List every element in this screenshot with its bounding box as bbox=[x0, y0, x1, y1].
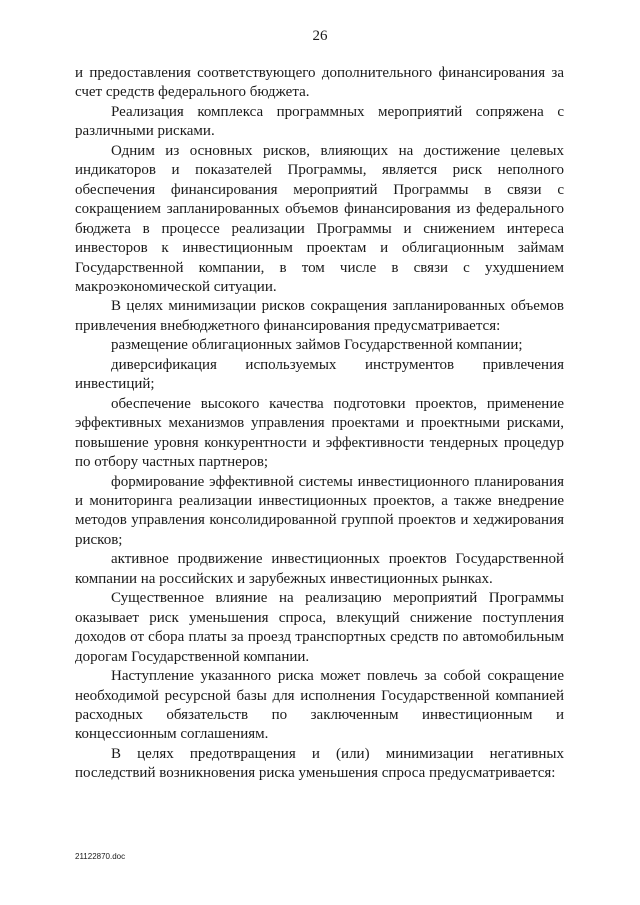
paragraph: и предоставления соответствующего дополнительного финансирования за счет средств федерального бюджета. bbox=[75, 65, 564, 101]
file-name-footer: 21122870.doc bbox=[75, 852, 126, 861]
paragraph: Существенное влияние на реализацию мероприятий Программы оказывает риск уменьшения спроса, влекущий снижение поступления доходов от сбора платы за проезд транспортных средств по автомобильным дорогам Государственной компании. bbox=[75, 590, 564, 665]
list-item: диверсификация используемых инструментов привлечения инвестиций; bbox=[75, 356, 564, 393]
list-item: формирование эффективной системы инвестиционного планирования и мониторинга реализации инвестиционных проектов, а также внедрение методов управления консолидированной группой проектов и хеджирования рисков; bbox=[75, 473, 564, 548]
paragraph: Реализация комплекса программных мероприятий сопряжена с различными рисками. bbox=[75, 103, 564, 140]
list-item: размещение облигационных займов Государственной компании; bbox=[111, 337, 523, 354]
paragraph: В целях минимизации рисков сокращения запланированных объемов привлечения внебюджетного финансирования предусматривается: bbox=[75, 298, 564, 334]
paragraph: Одним из основных рисков, влияющих на достижение целевых индикаторов и показателей Программы, является риск неполного обеспечения финансирования мероприятий Программы в связи с сокращением запланированных объемов финансирования из федерального бюджета в процессе реализации Программы и снижением интереса инвесторов к инвестиционным проектам и облигационным займам Государственной компании, в том числе в связи с ухудшением макроэкономической ситуации. bbox=[75, 142, 564, 295]
paragraph: В целях предотвращения и (или) минимизации негативных последствий возникновения риска уменьшения спроса предусматривается: bbox=[75, 745, 564, 782]
list-item: активное продвижение инвестиционных проектов Государственной компании на российских и зарубежных инвестиционных рынках. bbox=[75, 551, 564, 587]
list-item: обеспечение высокого качества подготовки проектов, применение эффективных механизмов управления проектами и проектными рисками, повышение уровня конкурентности и эффективности тендерных процедур по отбору частных партнеров; bbox=[75, 395, 564, 471]
page-number: 26 bbox=[312, 28, 328, 44]
document-body bbox=[75, 64, 564, 784]
paragraph: Наступление указанного риска может повлечь за собой сокращение необходимой ресурсной базы для исполнения Государственной компанией расходных обязательств по заключенным инвестиционным и концессионным соглашениям. bbox=[75, 668, 564, 743]
